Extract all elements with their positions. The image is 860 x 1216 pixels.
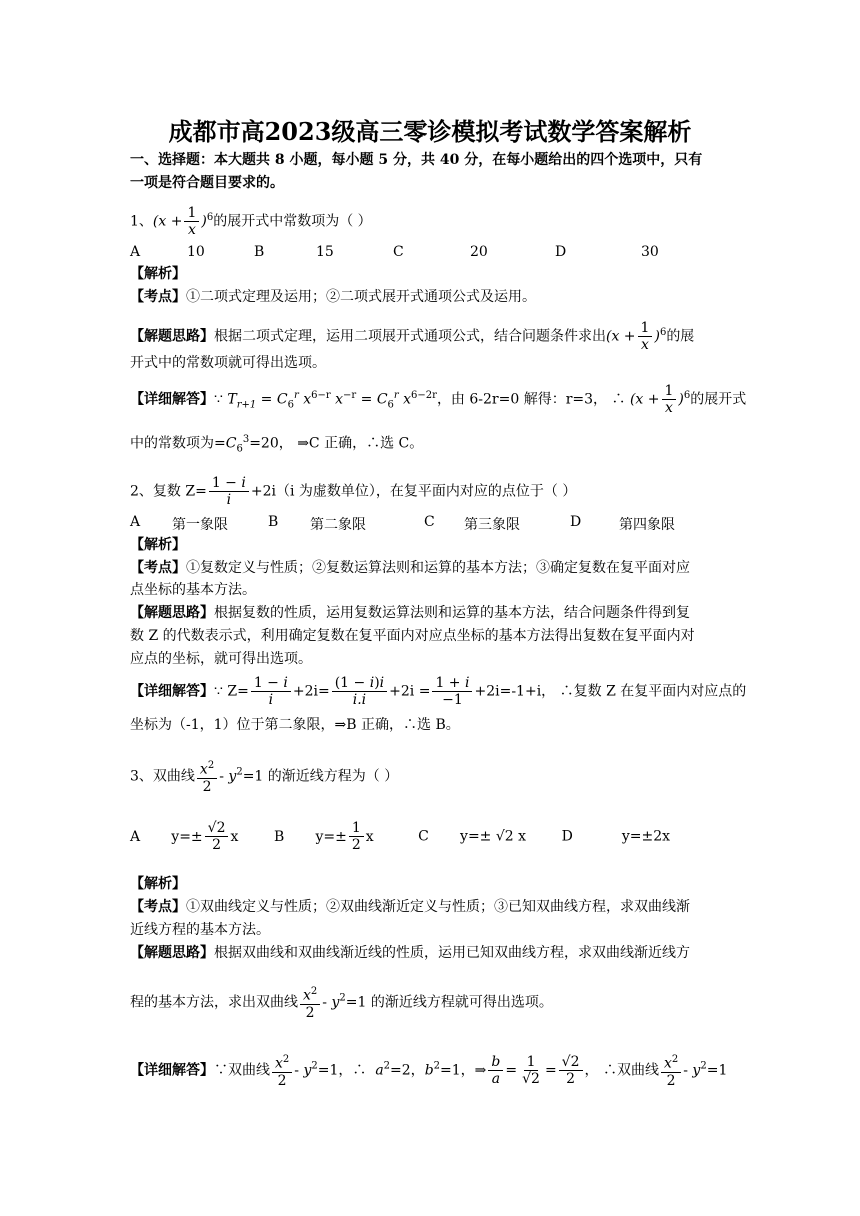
q2-kaodian-line2: 点坐标的基本方法。 xyxy=(130,582,256,598)
q3-option-c: C y=± √2 x xyxy=(418,828,527,845)
q2-stem: 2、复数 Z= $\frac{1 - i}{i}$ +2i（i 为虚数单位），在复平面内对应的点位于（ ） xyxy=(130,475,577,508)
q2-xiangxi-line2: 坐标为（-1，1）位于第二象限，⇒B 正确，∴选 B。 xyxy=(130,717,460,733)
q2-silu: 【解题思路】根据复数的性质，运用复数运算法则和运算的基本方法，结合问题条件得到复 xyxy=(130,605,690,621)
q3-silu: 【解题思路】根据双曲线和双曲线渐近线的性质，运用已知双曲线方程，求双曲线渐近线方 xyxy=(130,945,690,961)
q1-silu: 【解题思路】根据二项式定理，运用二项展开式通项公式，结合问题条件求出(x + $\frac{1}{x}$ )$^6$的展 xyxy=(130,320,695,353)
page-title: 成都市高2023级高三零诊模拟考试数学答案解析 xyxy=(168,117,692,146)
q1-option-c: C xyxy=(393,244,404,260)
q3-jiexi: 【解析】 xyxy=(130,876,186,892)
q2-option-b-text: 第二象限 xyxy=(310,517,366,533)
q1-option-c-text: 20 xyxy=(470,244,488,260)
q2-option-c: C xyxy=(424,514,435,530)
q1-xiangxi-line2: 中的常数项为$=C_6^3=20$， ⇒C 正确，∴选 C。 xyxy=(130,434,424,455)
q2-silu-line2: 数 Z 的代数表示式，利用确定复数在复平面内对应点坐标的基本方法得出复数在复平面内对 xyxy=(130,628,695,644)
q1-option-d: D xyxy=(555,244,567,260)
q3-stem: 3、双曲线 $\frac{x^2}{2}$ - $y^2=1$ 的渐近线方程为（ ） xyxy=(130,760,399,795)
q3-kaodian-line2: 近线方程的基本方法。 xyxy=(130,922,270,938)
q3-options xyxy=(130,820,670,853)
q1-option-b-text: 15 xyxy=(316,244,334,260)
q3-option-b: B y=± $\frac{1}{2}$ x xyxy=(274,820,374,853)
q2-jiexi: 【解析】 xyxy=(130,537,186,553)
q1-stem: 1、(x + $\frac{1}{x}$ )$^6$的展开式中常数项为（ ） xyxy=(130,205,372,238)
q3-xiangxi: 【详细解答】∵双曲线 $\frac{x^2}{2}$ - $y^2=1$，∴ $a^2=2$，$b^2=1$，⇒ $\frac{b}{a}$ = $\frac{1}{√2}$ = $\frac{√2}{2}$ ， ∴双曲线 $\frac{x^2}{2}$ - $y^2=1$ xyxy=(130,1053,728,1089)
q3-kaodian: 【考点】①双曲线定义与性质；②双曲线渐近定义与性质；③已知双曲线方程，求双曲线渐 xyxy=(130,899,690,915)
q2-option-a: A xyxy=(130,514,141,530)
q2-kaodian: 【考点】①复数定义与性质；②复数运算法则和运算的基本方法；③确定复数在复平面对应 xyxy=(130,560,690,576)
q2-option-b: B xyxy=(268,514,279,530)
q1-silu-line2: 开式中的常数项就可得出选项。 xyxy=(130,355,326,371)
q2-option-a-text: 第一象限 xyxy=(172,517,228,533)
q1-jiexi: 【解析】 xyxy=(130,266,186,282)
q2-option-d-text: 第四象限 xyxy=(619,517,675,533)
q1-option-a: A xyxy=(130,244,141,260)
q2-option-c-text: 第三象限 xyxy=(464,517,520,533)
q2-silu-line3: 应点的坐标，就可得出选项。 xyxy=(130,651,312,667)
q2-xiangxi: 【详细解答】∵ Z= $\frac{1 - i}{i}$ +2i= $\frac{(1 - i)i}{i.i}$ +2i = $\frac{1 + i}{-1}$ +2i=-1+i， ∴复数 Z 在复平面内对应点的 xyxy=(130,675,747,708)
section-heading-line1: 一、选择题：本大题共 8 小题，每小题 5 分，共 40 分，在每小题给出的四个选项中，只有 xyxy=(130,152,703,168)
q1-fraction: $\frac{1}{x}$ xyxy=(184,205,199,238)
q3-option-a: A y=± $\frac{√2}{2}$ x xyxy=(130,820,239,853)
q3-option-d: D y=±2x xyxy=(561,828,671,845)
q1-kaodian: 【考点】①二项式定理及运用；②二项式展开式通项公式及运用。 xyxy=(130,289,536,305)
q3-silu-line2: 程的基本方法，求出双曲线 $\frac{x^2}{2}$ - $y^2=1$ 的渐近线方程就可得出选项。 xyxy=(130,986,553,1021)
q1-option-b: B xyxy=(254,244,265,260)
q1-xiangxi: 【详细解答】∵ $T_{r+1} = C_6^r$ $x^{6-r}$ $x^{-r} = C_6^r$ $x^{6-2r}$，由 6-2r=0 解得：r=3， ∴ (x + $\frac{1}{x}$ )$^6$的展开式 xyxy=(130,383,747,416)
q1-option-d-text: 30 xyxy=(641,244,659,260)
q1-option-a-text: 10 xyxy=(187,244,205,260)
section-heading-line2: 一项是符合题目要求的。 xyxy=(130,175,284,191)
q2-option-d: D xyxy=(570,514,582,530)
